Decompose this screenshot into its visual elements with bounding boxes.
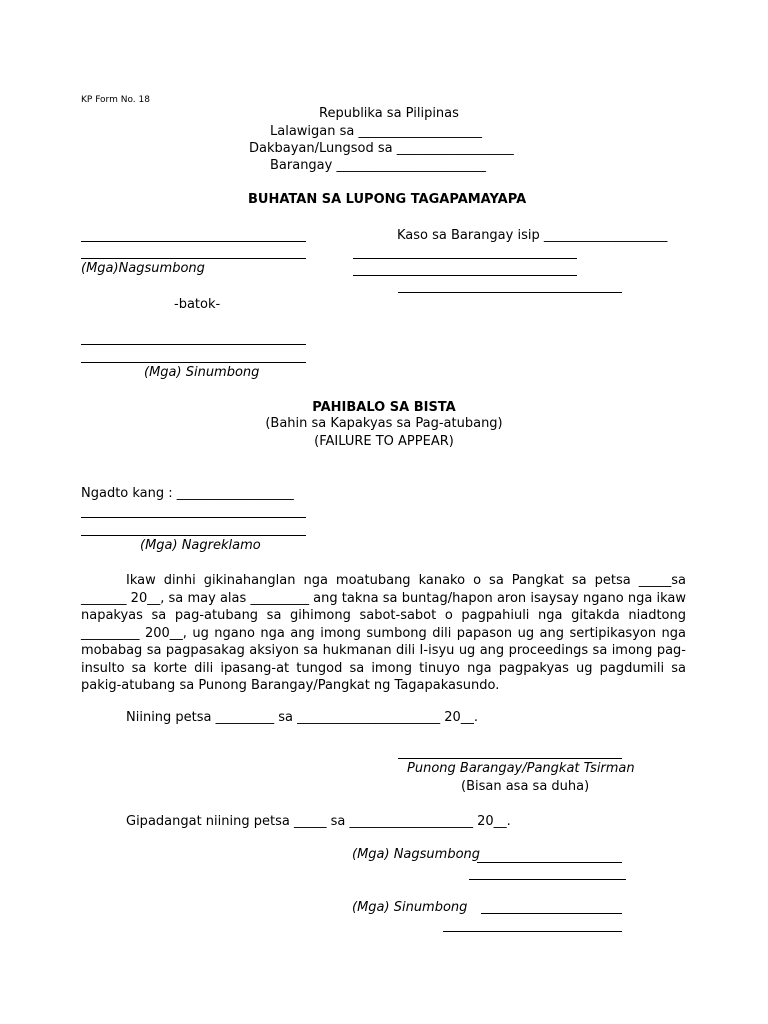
body-paragraph: Ikaw dinhi gikinahanglan nga moatubang kanako o sa Pangkat sa petsa _____sa _______ 20__, sa may alas _________ ang takna sa buntag/hapon aron isaysay ngano nga ikaw napakyas sa pag-atubang sa gihimong sabot-sabot o pagpahiuli nga gitakda niadtong _________ 200__, ug ngano nga ang imong sumbong dili papason ug ang sertipikasyon nga mobabag sa pagpasakag aksiyon sa hukmanan dili I-isyu ug ang proceedings sa imong pag-insulto sa korte dili ipasang-at tungod sa imong tinuyo nga pagpakyas ug pagdumili sa pakig-atubang sa Punong Barangay/Pangkat ng Tagapakasundo.: [81, 573, 686, 693]
respondent-blank-2: [81, 362, 306, 363]
complainants-label: (Mga)Nagsumbong: [81, 261, 205, 276]
complainant-addressee-label: (Mga) Nagreklamo: [140, 538, 261, 553]
signature-blank: [398, 758, 622, 759]
notice-english: (FAILURE TO APPEAR): [314, 434, 454, 449]
served-line: Gipadangat niining petsa _____ sa ___________________ 20__.: [126, 814, 511, 829]
respondent-blank-1: [81, 344, 306, 345]
complainant-blank-2: [81, 258, 306, 259]
republic-title: Republika sa Pilipinas: [319, 106, 459, 121]
notice-title: PAHIBALO SA BISTA: [312, 400, 456, 415]
addressee-blank-2: [81, 535, 306, 536]
addressee-blank-1: [81, 517, 306, 518]
signatory-title: Punong Barangay/Pangkat Tsirman: [407, 761, 635, 776]
served-respondents-blank-1: [481, 913, 622, 914]
date-line: Niining petsa _________ sa ______________________ 20__.: [126, 710, 478, 725]
case-blank-2: [353, 275, 577, 276]
served-complainants-blank-2: [469, 879, 626, 880]
served-respondents-label: (Mga) Sinumbong: [352, 900, 468, 915]
served-respondents-blank-2: [443, 931, 622, 932]
addressee-line: Ngadto kang : __________________: [81, 486, 294, 501]
barangay-line: Barangay _______________________: [270, 158, 486, 173]
respondents-label: (Mga) Sinumbong: [144, 365, 260, 380]
served-complainants-label: (Mga) Nagsumbong: [352, 847, 481, 862]
case-number-line: Kaso sa Barangay isip ___________________: [397, 228, 668, 243]
notice-subtitle: (Bahin sa Kapakyas sa Pag-atubang): [265, 416, 503, 431]
served-complainants-blank-1: [477, 862, 622, 863]
case-blank-1: [353, 258, 577, 259]
office-title: BUHATAN SA LUPONG TAGAPAMAYAPA: [248, 192, 527, 207]
versus-label: -batok-: [174, 297, 221, 312]
province-line: Lalawigan sa ___________________: [270, 124, 482, 139]
signatory-note: (Bisan asa sa duha): [461, 779, 590, 794]
city-line: Dakbayan/Lungsod sa __________________: [249, 141, 514, 156]
case-blank-3: [398, 292, 622, 293]
complainant-blank-1: [81, 241, 306, 242]
form-number: KP Form No. 18: [81, 95, 150, 105]
